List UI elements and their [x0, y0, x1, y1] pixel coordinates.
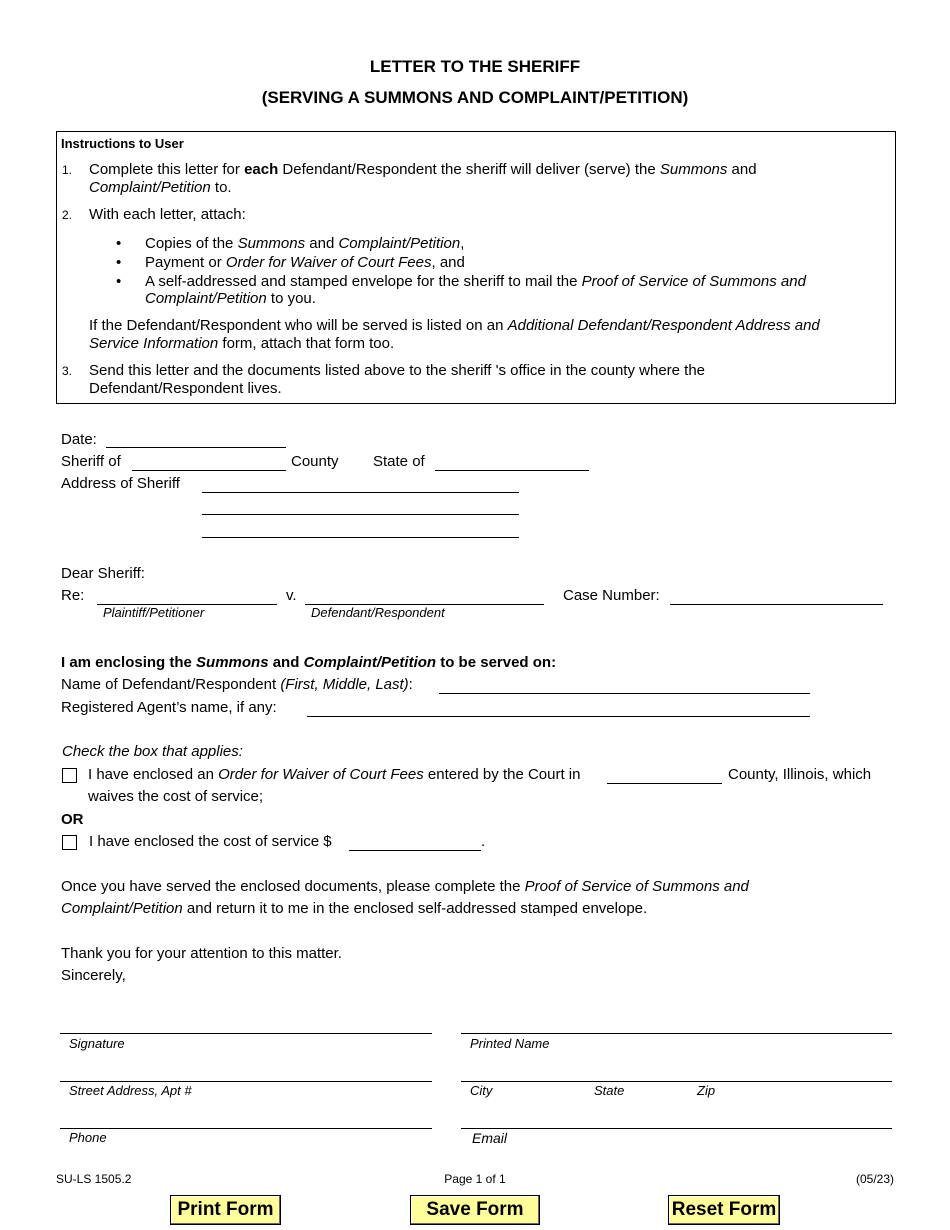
address-field-3[interactable]: [204, 521, 517, 537]
address-line-3: [202, 537, 519, 538]
re-label: Re:: [61, 587, 85, 604]
printed-name-line: [461, 1033, 892, 1034]
address-line-2: [202, 514, 519, 515]
instruction-1-line-1: Complete this letter for each Defendant/Respondent the sheriff will deliver (serve) the Summons and: [89, 161, 757, 178]
address-line-1: [202, 492, 519, 493]
defendant-name-line: [439, 693, 810, 694]
sheriff-county-field[interactable]: [134, 454, 284, 470]
street-line: [60, 1081, 432, 1082]
sheriff-of-label: Sheriff of: [61, 453, 121, 470]
sincerely-text: Sincerely,: [61, 967, 126, 984]
enclosing-heading: I am enclosing the Summons and Complaint/Petition to be served on:: [61, 654, 557, 671]
registered-agent-line: [307, 716, 810, 717]
state-of-label: State of: [373, 453, 425, 470]
check-prompt: Check the box that applies:: [62, 743, 243, 760]
signature-caption: Signature: [69, 1036, 125, 1051]
waiver-county-field[interactable]: [609, 767, 720, 783]
printed-name-caption: Printed Name: [470, 1036, 550, 1051]
address-field-1[interactable]: [204, 476, 517, 492]
instruction-number-2: 2.: [62, 208, 73, 222]
instructions-heading: Instructions to User: [61, 136, 184, 151]
sheriff-state-field[interactable]: [437, 454, 587, 470]
phone-caption: Phone: [69, 1130, 107, 1145]
print-form-button[interactable]: Print Form: [170, 1195, 281, 1225]
reset-form-button[interactable]: Reset Form: [668, 1195, 780, 1225]
cost-amount-line: [349, 850, 481, 851]
bullet-1: Copies of the Summons and Complaint/Petition,: [145, 235, 465, 252]
date-line: [106, 447, 286, 448]
county-label: County: [291, 453, 339, 470]
signature-field[interactable]: [62, 1015, 430, 1032]
date-label: Date:: [61, 431, 97, 448]
bullet-3-line-1: A self-addressed and stamped envelope for the sheriff to mail the Proof of Service of Summons and: [145, 273, 806, 290]
instruction-3-line-1: Send this letter and the documents listed above to the sheriff 's office in the county where the: [89, 362, 706, 379]
thanks-text: Thank you for your attention to this matter.: [61, 945, 342, 962]
city-field[interactable]: [463, 1063, 588, 1080]
defendant-field[interactable]: [307, 588, 542, 604]
email-line: [461, 1128, 892, 1129]
page-subtitle: (SERVING A SUMMONS AND COMPLAINT/PETITION): [261, 88, 689, 107]
email-caption: Email: [472, 1130, 508, 1146]
instruction-number-1: 1.: [62, 163, 73, 177]
revision-date: (05/23): [855, 1172, 894, 1186]
instruction-3-line-2: Defendant/Respondent lives.: [89, 380, 282, 397]
date-field[interactable]: [108, 431, 284, 447]
zip-field[interactable]: [696, 1063, 890, 1080]
zip-caption: Zip: [697, 1083, 716, 1098]
cost-option-label: I have enclosed the cost of service $: [89, 833, 332, 850]
or-label: OR: [61, 811, 84, 828]
defendant-name-field[interactable]: [441, 677, 808, 693]
printed-name-field[interactable]: [463, 1015, 890, 1032]
waiver-option-county-text: County, Illinois, which: [728, 766, 872, 783]
city-caption: City: [470, 1083, 493, 1098]
page-number: Page 1 of 1: [444, 1172, 506, 1186]
defendant-name-label: Name of Defendant/Respondent (First, Middle, Last):: [61, 676, 413, 693]
registered-agent-label: Registered Agent’s name, if any:: [61, 699, 277, 716]
address-label: Address of Sheriff: [61, 475, 180, 492]
waiver-option-line-1: I have enclosed an Order for Waiver of Court Fees entered by the Court in: [88, 766, 581, 783]
versus-label: v.: [286, 587, 297, 604]
page-title: LETTER TO THE SHERIFF: [369, 57, 581, 76]
cost-checkbox[interactable]: [62, 835, 77, 850]
instruction-number-3: 3.: [62, 364, 73, 378]
registered-agent-field[interactable]: [309, 700, 808, 716]
phone-line: [60, 1128, 432, 1129]
waiver-option-line-2: waives the cost of service;: [88, 788, 264, 805]
closing-paragraph-line-2: Complaint/Petition and return it to me in the enclosed self-addressed stamped envelope.: [61, 900, 648, 917]
cost-period: .: [481, 833, 486, 850]
bullet-icon: •: [116, 235, 122, 252]
instruction-para-line-2: Service Information form, attach that form too.: [89, 335, 395, 352]
state-caption: State: [594, 1083, 625, 1098]
plaintiff-field[interactable]: [99, 588, 275, 604]
street-field[interactable]: [62, 1063, 430, 1080]
form-id: SU-LS 1505.2: [56, 1172, 132, 1186]
closing-paragraph-line-1: Once you have served the enclosed documents, please complete the Proof of Service of Summons and: [61, 878, 749, 895]
sheriff-county-line: [132, 470, 286, 471]
street-caption: Street Address, Apt #: [69, 1083, 192, 1098]
waiver-checkbox[interactable]: [62, 768, 77, 783]
case-number-line: [670, 604, 883, 605]
phone-field[interactable]: [62, 1110, 430, 1127]
waiver-county-line: [607, 783, 722, 784]
case-number-field[interactable]: [672, 588, 881, 604]
plaintiff-caption: Plaintiff/Petitioner: [103, 605, 205, 620]
city-state-zip-line: [461, 1081, 892, 1082]
instruction-1-line-2: Complaint/Petition to.: [89, 179, 232, 196]
sheriff-state-line: [435, 470, 589, 471]
instruction-2: With each letter, attach:: [89, 206, 246, 223]
instruction-para-line-1: If the Defendant/Respondent who will be served is listed on an Additional Defendant/Respondent Address and: [89, 317, 820, 334]
cost-amount-field[interactable]: [351, 834, 479, 850]
bullet-2: Payment or Order for Waiver of Court Fees, and: [145, 254, 465, 271]
address-field-2[interactable]: [204, 498, 517, 514]
email-field[interactable]: [463, 1110, 890, 1127]
bullet-icon: •: [116, 273, 122, 290]
signature-line: [60, 1033, 432, 1034]
case-number-label: Case Number:: [563, 587, 660, 604]
state-field[interactable]: [592, 1063, 692, 1080]
bullet-icon: •: [116, 254, 122, 271]
dear-sheriff: Dear Sheriff:: [61, 565, 145, 582]
defendant-caption: Defendant/Respondent: [311, 605, 445, 620]
save-form-button[interactable]: Save Form: [410, 1195, 540, 1225]
bullet-3-line-2: Complaint/Petition to you.: [145, 290, 316, 307]
